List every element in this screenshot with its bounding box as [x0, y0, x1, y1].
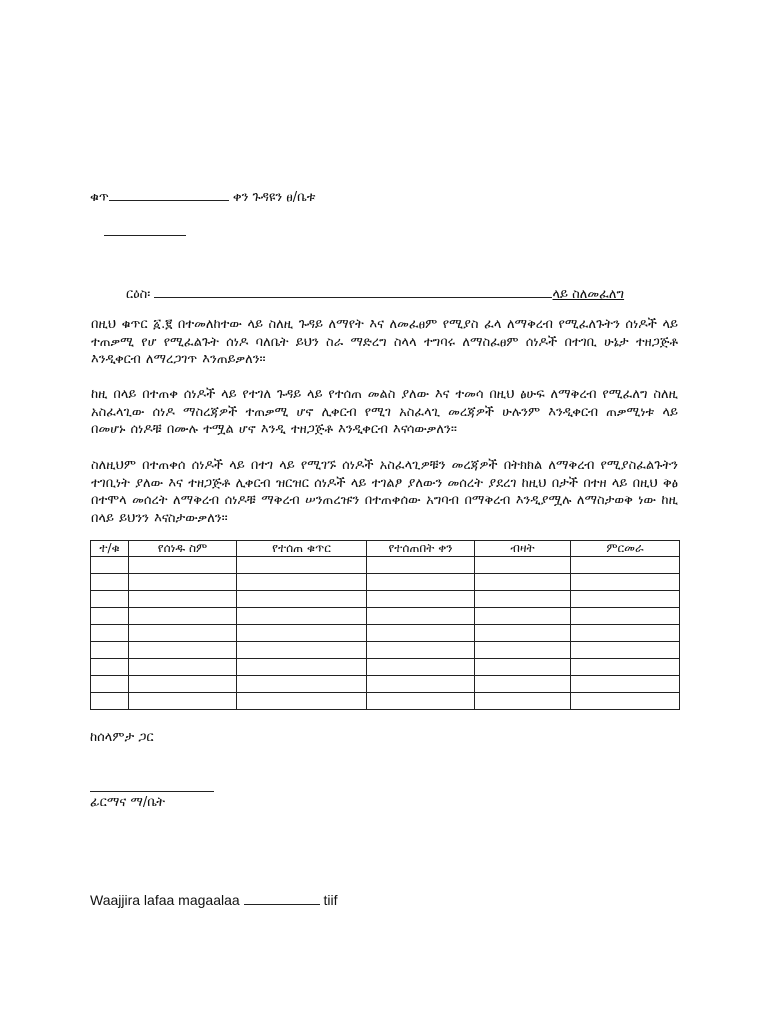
table-cell: [91, 557, 129, 574]
table-cell: [367, 591, 475, 608]
table-cell: [91, 659, 129, 676]
col-header-number: ተ/ቁ: [91, 541, 129, 557]
table-cell: [237, 642, 367, 659]
table-row: [91, 608, 680, 625]
table-cell: [91, 676, 129, 693]
table-row: [91, 676, 680, 693]
table-row: [91, 557, 680, 574]
table-cell: [571, 574, 680, 591]
reference-prefix: ቁጥ: [90, 190, 109, 205]
table-cell: [237, 557, 367, 574]
closing-regards: ከሰላምታ ጋር: [90, 730, 154, 745]
table-cell: [91, 625, 129, 642]
table-cell: [475, 642, 571, 659]
table-cell: [571, 608, 680, 625]
table-cell: [237, 693, 367, 710]
col-header-quantity: ብዛት: [475, 541, 571, 557]
table-row: [91, 574, 680, 591]
subject-trail: ላይ ስለመፈለግ: [552, 287, 625, 302]
table-row: [91, 659, 680, 676]
table-cell: [129, 557, 237, 574]
col-header-issued-date: የተሰጠበት ቀን: [367, 541, 475, 557]
col-header-remarks: ምርመራ: [571, 541, 680, 557]
reference-suffix: ቀን ጉዳዩን ፀ/ቤቱ: [232, 190, 316, 205]
table-cell: [367, 642, 475, 659]
table-cell: [571, 676, 680, 693]
body-paragraph-2: ከዚ በላይ በተጠቀ ሰነዶች ላይ የተገለ ጉዳይ ላይ የተሰጠ መልስ ያለው እና ተመሳ በዚህ ፅሁፍ ለማቅረብ የሚፈለግ ስለዚ አስፈላጊው ሰነዶ ማስረጃዎች ተጠቃሚ ሆኖ ሊቀርብ የሚገ አስፈላጊ መረጃዎች ሁሉንም እንዲቀርብ ጠቃሚነቱ ላይ በመሆኑ ሰነዶቹ በሙሉ ተሟል ሆኖ እንዲ ተዘጋጅቶ እንዲቀርብ እናሳውቃለን።: [91, 387, 678, 437]
table-cell: [367, 676, 475, 693]
table-cell: [129, 591, 237, 608]
table-row: [91, 591, 680, 608]
table-cell: [129, 659, 237, 676]
table-cell: [129, 693, 237, 710]
body-paragraph-3: ስለዚህም በተጠቀሰ ሰነዶች ላይ በተገ ላይ የሚገኙ ሰነዶች አስፈላጊዎቹን መረጃዎች በትክክል ለማቅረብ የሚያስፈልጉትን ተገቢነት ያለው እና ተዘጋጅቶ ሊቀርብ ዝርዝር ሰነዶች ላይ ተገልፆ ያለውን መሰረት ያደረገ ከዚህ በታች በተዘ ላይ በዚህ ቅፅ በተሞላ መሰረት ለማቅረብ ሰነዶቹ ማቅረብ ሠንጠረዡን በተጠቀሰው አግባብ በማቅረብ እንዲያሟሉ ለማስታወቅ ነው ከዚ በላይ ይህንን እናስታውቃለን።: [91, 458, 678, 526]
table-cell: [571, 659, 680, 676]
table-cell: [367, 574, 475, 591]
table-cell: [367, 693, 475, 710]
table-cell: [571, 693, 680, 710]
table-cell: [367, 625, 475, 642]
table-cell: [91, 608, 129, 625]
table-row: [91, 625, 680, 642]
table-cell: [475, 676, 571, 693]
subject-line: [126, 286, 624, 303]
table-cell: [91, 574, 129, 591]
table-cell: [129, 574, 237, 591]
table-cell: [367, 608, 475, 625]
table-cell: [571, 625, 680, 642]
table-cell: [91, 591, 129, 608]
table-cell: [367, 557, 475, 574]
footer-trail: tiif: [323, 892, 338, 908]
reference-line: [90, 189, 316, 206]
table-cell: [475, 659, 571, 676]
reference-number-blank: [109, 200, 229, 201]
table-cell: [237, 608, 367, 625]
footer-line: [90, 892, 337, 908]
col-header-issued-number: የተሰጠ ቁጥር: [237, 541, 367, 557]
table-cell: [91, 642, 129, 659]
table-cell: [475, 574, 571, 591]
documents-table: [90, 540, 680, 710]
table-cell: [129, 625, 237, 642]
footer-blank: [244, 904, 320, 905]
table-row: [91, 642, 680, 659]
footer-lead: Waajjira lafaa magaalaa: [90, 892, 240, 908]
signature-caption: ፊርማና ማ/ቤት: [90, 795, 166, 810]
table-cell: [475, 591, 571, 608]
subject-blank: [154, 297, 552, 298]
table-cell: [571, 557, 680, 574]
table-cell: [475, 608, 571, 625]
table-row: [91, 693, 680, 710]
table-cell: [129, 676, 237, 693]
table-cell: [475, 625, 571, 642]
table-cell: [571, 591, 680, 608]
col-header-document-name: የሰነዱ ስም: [129, 541, 237, 557]
table-cell: [237, 625, 367, 642]
table-cell: [237, 659, 367, 676]
table-cell: [91, 693, 129, 710]
table-cell: [237, 591, 367, 608]
signature-blank: [90, 791, 214, 792]
table-cell: [129, 608, 237, 625]
table-cell: [475, 557, 571, 574]
table-header-row: [91, 541, 680, 557]
table-cell: [475, 693, 571, 710]
table-cell: [571, 642, 680, 659]
subject-lead: ርዕስ፡: [126, 287, 151, 302]
table-cell: [237, 574, 367, 591]
table-cell: [367, 659, 475, 676]
body-paragraph-1: በዚህ ቁጥር ፩.፪ በተመለከተው ላይ ስለዚ ጉዳይ ለማየት እና ለመፈፀም የሚያስ ፈላ ለማቅረብ የሚፈለጉትን ሰነዶች ላይ ተጠቃሚ የሆ የሚፈልጉት ሰነዶ ባለቤት ይህን ስራ ማድረግ ስላላ ተግባሩ ለማስፈፀም ሰነዶች በተገቢ ሁኔታ ተዘጋጅቶ እንዲቀርብ ለማረጋገጥ እንጠይቃለን።: [91, 317, 678, 367]
table-cell: [237, 676, 367, 693]
addressee-blank: [104, 235, 186, 236]
table-cell: [129, 642, 237, 659]
